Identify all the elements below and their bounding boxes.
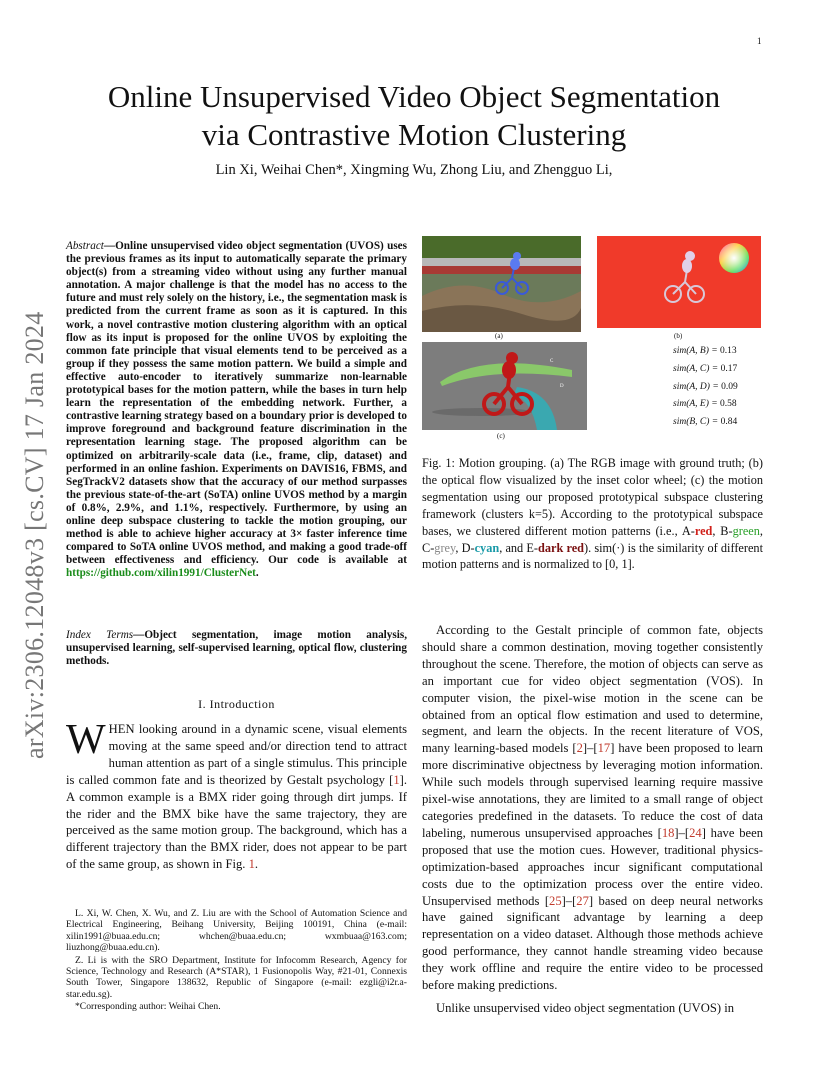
cluster-label-c: C [550, 359, 554, 364]
citation-link[interactable]: 17 [597, 741, 611, 756]
abstract-text: —Online unsupervised video object segmentation (UVOS) uses the previous frames as its input to automatically separate the primary object(s) from a streaming video without using any further manual annotation. A major challenge is that the model has no access to the future and must rely solely on the history, i.e., the segmentation mask is predicted from the current frame as soon as it is captured. In this work, a novel contrastive motion clustering algorithm with an optical flow as its input is proposed for the online UVOS by exploiting the common fate principle that visual elements tend to be perceived as a group if they possess the same motion pattern. We build a simple and effective auto-encoder to iteratively summarize non-learnable prototypical bases for the motion pattern, while the bases in turn help learn the representation of the embedding network. Further, a contrastive learning strategy based on a boundary prior is developed to improve foreground and background feature discrimination in the representation learning stage. The proposed algorithm can be optimized on arbitrarily-scale data (i.e., frame, clip, dataset) and performed in an online fashion. Experiments on DAVIS16, FBMS, and SegTrackV2 datasets show that the accuracy of our method surpasses the previous state-of-the-art (SoTA) online UVOS method by a margin of 0.8%, 2.9%, and 1.1%, respectively. Furthermore, by using an online deep subspace clustering to tackle the motion grouping, our method is able to achieve higher accuracy at 3× faster inference time compared to SoTA online UVOS method, and making a good trade-off between effectiveness and efficiency. Our code is available at [66, 240, 407, 567]
right-column-text [422, 622, 763, 1017]
similarity-item: sim(A, E) = 0.58 [673, 399, 737, 410]
figure-link[interactable]: 1 [248, 857, 255, 872]
abstract [66, 240, 407, 580]
similarity-item: sim(A, C) = 0.17 [673, 363, 738, 374]
citation-link[interactable]: 24 [689, 825, 702, 840]
figure-caption: Fig. 1: Motion grouping. (a) The RGB image with ground truth; (b) the optical flow visualized by the inset color wheel; (c) the motion segmentation using our proposed prototypical subspace clustering framework (clusters k=5). According to the prototypical subspace bases, we clustered different motion patterns (i.e., A-red, B-green, C-grey, D-cyan, and E-dark red). sim(·) is the similarity of different motion patterns and is normalized to [0, 1]. [422, 456, 763, 572]
abstract-end: . [255, 567, 259, 580]
similarity-item: sim(A, B) = 0.13 [673, 346, 737, 356]
title-line-2: via Contrastive Motion Clustering [201, 117, 627, 152]
citation-link[interactable]: 25 [549, 893, 562, 908]
footnote-affiliation-2: Z. Li is with the SRO Department, Institute for Infocomm Research, Agency for Science, Technology and Research (A*STAR), 1 Fusionopolis Way, #21-01, Connexis South Tower, Singapore 138632, Republic of Singapore (e-mail: ezgli@i2r.a-star.edu.sg). [66, 954, 407, 1000]
label-c: (c) [497, 432, 505, 440]
figure-rgb-image [422, 236, 581, 332]
page-number: 1 [757, 36, 762, 46]
code-link[interactable]: https://github.com/xilin1991/ClusterNet [66, 567, 256, 580]
intro-text-2: ]. A common example is a BMX rider going through dirt jumps. If the rider and the BMX bike have the same trajectory, they are perceived as the same motion group. The background, which has a different trajectory than the BMX rider, does not appear to be part of the same group, as shown in Fig. [66, 772, 407, 872]
drop-cap: W [66, 717, 106, 763]
label-a: (a) [495, 332, 503, 340]
arxiv-watermark: arXiv:2306.12048v3 [cs.CV] 17 Jan 2024 [20, 311, 49, 759]
citation-link[interactable]: 1 [393, 772, 400, 787]
footnote-affiliation-1: L. Xi, W. Chen, X. Wu, and Z. Liu are with the School of Automation Science and Electrical Engineering, Beihang University, Beijing 100191, China (e-mail: xilin1991@buaa.edu.cn; whchen@buaa.edu.cn; wxmbuaa@163.com; liuzhong@buaa.edu.cn). [66, 908, 407, 954]
figure-motion-segmentation [422, 342, 587, 430]
index-terms-label: Index Terms [66, 629, 134, 641]
abstract-label: Abstract [66, 240, 104, 252]
paper-title [60, 78, 768, 154]
similarity-list [673, 343, 738, 432]
intro-text-3: . [254, 857, 259, 872]
paragraph: According to the Gestalt principle of common fate, objects should share a common destination, moving together consistently throughout the scene. Therefore, the motion of objects can serve as an important cue for video object segmentation (VOS). In computer vision, the pixel-wise motion in the scene can be obtained from an optical flow estimation and used to determine, segment, and learn the objects. In the recent literature of VOS, many learning-based models [2]–[17] have been proposed to learn more discriminative objectness by leveraging motion information. While such models through supervised learning require massive pixel-wise annotations, they are limited to a small range of object categories predefined in the datasets. To reduce the cost of data labeling, numerous unsupervised approaches [18]–[24] have been proposed that use the motion cues. However, traditional physics-optimization-based approaches incur significant computational costs due to the optimization process over the entire video. Unsupervised methods [25]–[27] based on deep neural networks have gained significant advantage by learning a deep representation on a video dataset. Although those methods achieve good performance, they cannot handle streaming video because they work offline and require the entire video to be processed before making predictions. [422, 623, 763, 993]
section-heading: I. Introduction [198, 697, 275, 711]
intro-paragraph [66, 717, 407, 873]
title-line-1: Online Unsupervised Video Object Segmentation [107, 79, 721, 114]
similarity-item: sim(B, C) = 0.84 [673, 417, 738, 428]
footnotes [66, 908, 407, 1014]
similarity-item: sim(A, D) = 0.09 [673, 381, 738, 392]
citation-link[interactable]: 27 [576, 893, 589, 908]
paragraph: Unlike unsupervised video object segmentation (UVOS) in [436, 1000, 734, 1015]
footnote-corresponding: *Corresponding author: Weihai Chen. [75, 1001, 221, 1013]
cluster-label-d: D [560, 384, 564, 389]
label-b: (b) [674, 332, 683, 340]
index-terms-text: —Object segmentation, image motion analysis, unsupervised learning, self-supervised learning, optical flow, clustering methods. [66, 629, 407, 668]
authors: Lin Xi, Weihai Chen*, Xingming Wu, Zhong Liu, and Zhengguo Li, [215, 162, 613, 178]
index-terms [66, 629, 407, 668]
citation-link[interactable]: 2 [576, 741, 583, 756]
citation-link[interactable]: 18 [661, 825, 675, 840]
figure-optical-flow [597, 236, 761, 328]
color-wheel-icon [719, 243, 749, 273]
intro-text-1: HEN looking around in a dynamic scene, visual elements moving at the same speed and/or direction tend to attract human attention as part of a single stimulus. This principle is called common fate and is theorized by Gestalt psychology [ [66, 722, 407, 787]
